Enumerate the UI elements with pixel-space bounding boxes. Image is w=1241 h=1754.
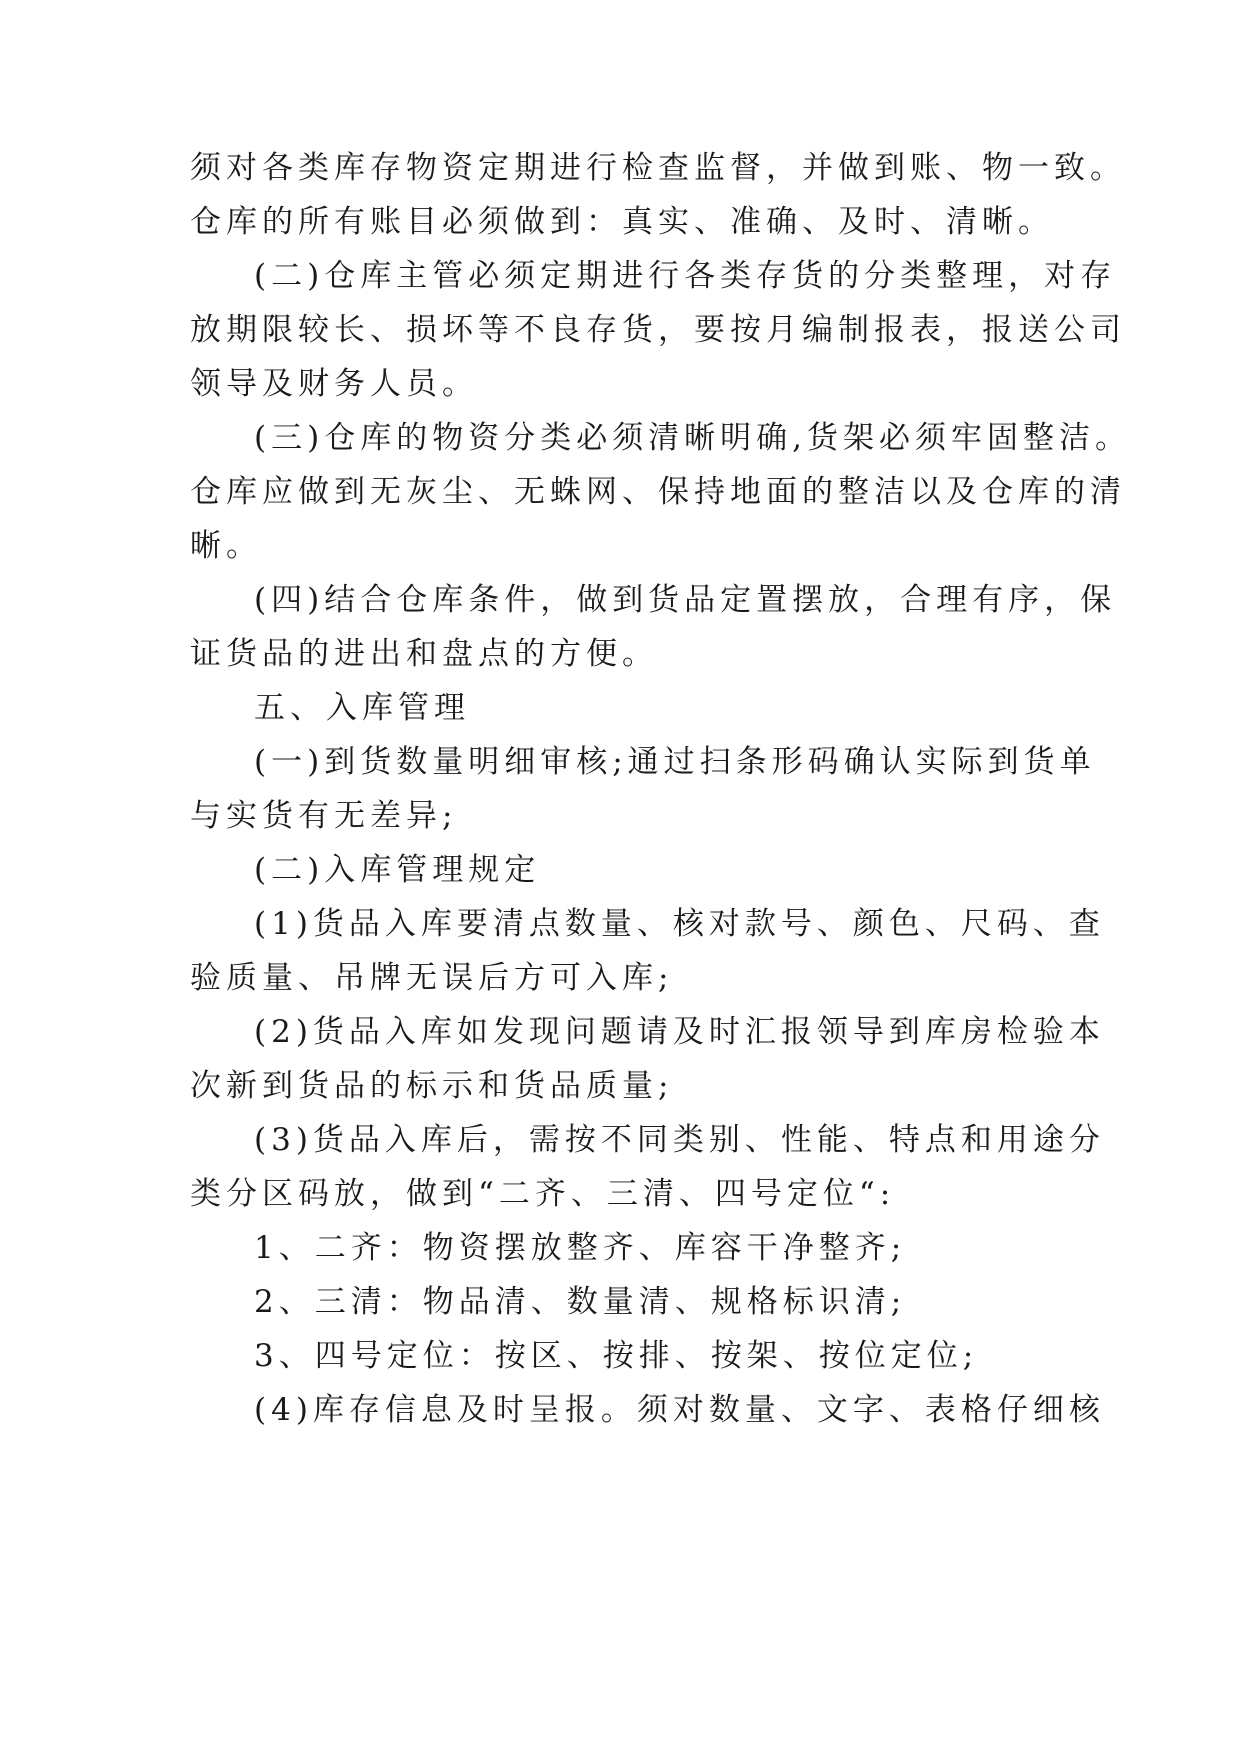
text-line: (3)货品入库后，需按不同类别、性能、特点和用途分 bbox=[254, 1122, 1105, 1158]
text-line: (1)货品入库要清点数量、核对款号、颜色、尺码、查 bbox=[254, 906, 1105, 942]
text-line: (三)仓库的物资分类必须清晰明确,货架必须牢固整洁。 bbox=[254, 420, 1132, 456]
text-line: (四)结合仓库条件，做到货品定置摆放，合理有序，保 bbox=[254, 582, 1117, 618]
text-line: (4)库存信息及时呈报。须对数量、文字、表格仔细核 bbox=[254, 1392, 1105, 1428]
text-line: (二)仓库主管必须定期进行各类存货的分类整理，对存 bbox=[254, 258, 1117, 294]
text-line: 类分区码放，做到“二齐、三清、四号定位“: bbox=[190, 1176, 896, 1212]
text-line: 1、二齐：物资摆放整齐、库容干净整齐; bbox=[254, 1230, 907, 1266]
text-line: (一)到货数量明细审核;通过扫条形码确认实际到货单 bbox=[254, 744, 1096, 780]
section-heading: 五、入库管理 bbox=[254, 690, 470, 726]
text-line: 证货品的进出和盘点的方便。 bbox=[190, 636, 658, 672]
text-line: (二)入库管理规定 bbox=[254, 852, 541, 888]
text-line: 仓库应做到无灰尘、无蛛网、保持地面的整洁以及仓库的清 bbox=[190, 474, 1126, 510]
text-line: 放期限较长、损坏等不良存货，要按月编制报表，报送公司 bbox=[190, 312, 1126, 348]
text-line: 与实货有无差异; bbox=[190, 798, 458, 834]
text-line: (2)货品入库如发现问题请及时汇报领导到库房检验本 bbox=[254, 1014, 1105, 1050]
text-line: 仓库的所有账目必须做到：真实、准确、及时、清晰。 bbox=[190, 204, 1054, 240]
text-line: 须对各类库存物资定期进行检查监督，并做到账、物一致。 bbox=[190, 150, 1126, 186]
text-line: 次新到货品的标示和货品质量; bbox=[190, 1068, 674, 1104]
text-line: 3、四号定位：按区、按排、按架、按位定位; bbox=[254, 1338, 979, 1374]
text-line: 领导及财务人员。 bbox=[190, 366, 478, 402]
text-line: 晰。 bbox=[190, 528, 262, 564]
text-line: 验质量、吊牌无误后方可入库; bbox=[190, 960, 674, 996]
text-line: 2、三清：物品清、数量清、规格标识清; bbox=[254, 1284, 907, 1320]
